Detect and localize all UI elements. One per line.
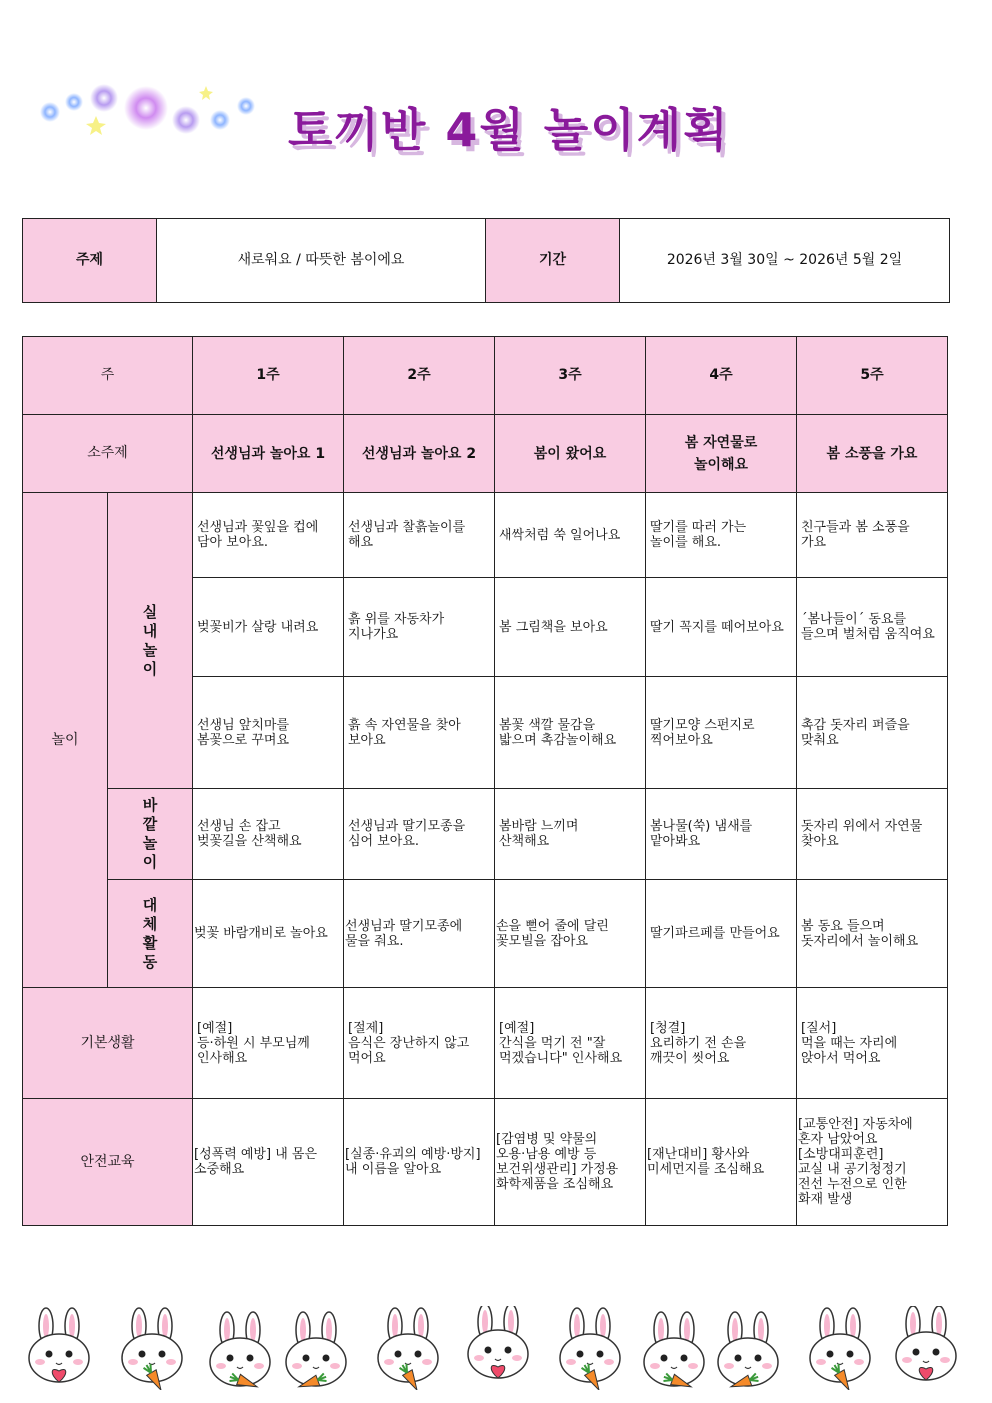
indoor-activity-cell: 봄 그림책을 보아요 [495, 578, 646, 677]
safety-education-cell: [실종·유괴의 예방·방지] 내 이름을 알아요 [344, 1099, 495, 1226]
indoor-activity-cell: 새싹처럼 쑥 일어나요 [495, 493, 646, 578]
indoor-activity-cell: 흙 위를 자동차가 지나가요 [344, 578, 495, 677]
basic-life-cell: [청결] 요리하기 전 손을 깨끗이 씻어요 [646, 988, 797, 1099]
play-label: 놀이 [23, 493, 108, 988]
week-header: 5주 [797, 337, 948, 415]
alternative-activity-label: 대 체 활 동 [108, 880, 193, 988]
indoor-activity-cell: 봄꽃 색깔 물감을 밟으며 촉감놀이해요 [495, 677, 646, 789]
indoor-activity-cell: ´봄나들이´ 동요를 들으며 벌처럼 움직여요 [797, 578, 948, 677]
outdoor-play-label: 바 깥 놀 이 [108, 789, 193, 880]
bunny-row-decoration-icon [14, 1306, 974, 1390]
indoor-activity-cell: 촉감 돗자리 퍼즐을 맞춰요 [797, 677, 948, 789]
indoor-activity-cell: 벚꽃비가 살랑 내려요 [193, 578, 344, 677]
sparkle-decoration-icon [36, 82, 266, 144]
indoor-activity-cell: 친구들과 봄 소풍을 가요 [797, 493, 948, 578]
safety-education-cell: [감염병 및 약물의 오용·남용 예방 등 보건위생관리] 가정용 화학제품을 조심해요 [495, 1099, 646, 1226]
subtopic-cell: 봄 소풍을 가요 [797, 415, 948, 493]
indoor-activity-cell: 딸기를 따러 가는 놀이를 해요. [646, 493, 797, 578]
subtopic-cell: 봄 자연물로 놀이해요 [646, 415, 797, 493]
indoor-activity-cell: 선생님과 꽃잎을 컵에 담아 보아요. [193, 493, 344, 578]
safety-education-cell: [성폭력 예방] 내 몸은 소중해요 [193, 1099, 344, 1226]
alternative-activity-cell: 봄 동요 들으며 돗자리에서 놀이해요 [797, 880, 948, 988]
week-header: 4주 [646, 337, 797, 415]
basic-life-cell: [예절] 간식을 먹기 전 "잘 먹겠습니다" 인사해요 [495, 988, 646, 1099]
subtopic-label: 소주제 [23, 415, 193, 493]
alternative-activity-cell: 딸기파르페를 만들어요 [646, 880, 797, 988]
subtopic-cell: 선생님과 놀아요 1 [193, 415, 344, 493]
alternative-activity-cell: 손을 뻗어 줄에 달린 꽃모빌을 잡아요 [495, 880, 646, 988]
indoor-activity-cell: 딸기모양 스펀지로 찍어보아요 [646, 677, 797, 789]
basic-life-cell: [질서] 먹을 때는 자리에 앉아서 먹어요 [797, 988, 948, 1099]
basic-life-cell: [절제] 음식은 장난하지 않고 먹어요 [344, 988, 495, 1099]
alternative-activity-cell: 선생님과 딸기모종에 물을 줘요. [344, 880, 495, 988]
theme-value: 새로워요 / 따뜻한 봄이에요 [157, 219, 486, 303]
safety-education-label: 안전교육 [23, 1099, 193, 1226]
subtopic-cell: 선생님과 놀아요 2 [344, 415, 495, 493]
plan-table [22, 336, 948, 1226]
period-label: 기간 [486, 219, 620, 303]
indoor-activity-cell: 선생님 앞치마를 봄꽃으로 꾸며요 [193, 677, 344, 789]
outdoor-activity-cell: 봄나물(쑥) 냄새를 맡아봐요 [646, 789, 797, 880]
week-label: 주 [23, 337, 193, 415]
outdoor-activity-cell: 봄바람 느끼며 산책해요 [495, 789, 646, 880]
alternative-activity-cell: 벚꽃 바람개비로 놀아요 [193, 880, 344, 988]
safety-education-cell: [교통안전] 자동차에 혼자 남았어요 [소방대피훈련] 교실 내 공기청정기 전선 누전으로 인한 화재 발생 [797, 1099, 948, 1226]
indoor-activity-cell: 딸기 꼭지를 떼어보아요 [646, 578, 797, 677]
indoor-activity-cell: 선생님과 찰흙놀이를 해요 [344, 493, 495, 578]
indoor-activity-cell: 흙 속 자연물을 찾아 보아요 [344, 677, 495, 789]
outdoor-activity-cell: 돗자리 위에서 자연물 찾아요 [797, 789, 948, 880]
period-value: 2026년 3월 30일 ~ 2026년 5월 2일 [620, 219, 950, 303]
week-header: 2주 [344, 337, 495, 415]
subtopic-cell: 봄이 왔어요 [495, 415, 646, 493]
basic-life-cell: [예절] 등·하원 시 부모님께 인사해요 [193, 988, 344, 1099]
safety-education-cell: [재난대비] 황사와 미세먼지를 조심해요 [646, 1099, 797, 1226]
week-header: 1주 [193, 337, 344, 415]
indoor-play-label: 실 내 놀 이 [108, 493, 193, 789]
basic-life-label: 기본생활 [23, 988, 193, 1099]
theme-label: 주제 [23, 219, 157, 303]
week-header: 3주 [495, 337, 646, 415]
summary-table [22, 218, 950, 303]
page-title: 토끼반 4월 놀이계획 [288, 103, 730, 157]
outdoor-activity-cell: 선생님과 딸기모종을 심어 보아요. [344, 789, 495, 880]
outdoor-activity-cell: 선생님 손 잡고 벚꽃길을 산책해요 [193, 789, 344, 880]
